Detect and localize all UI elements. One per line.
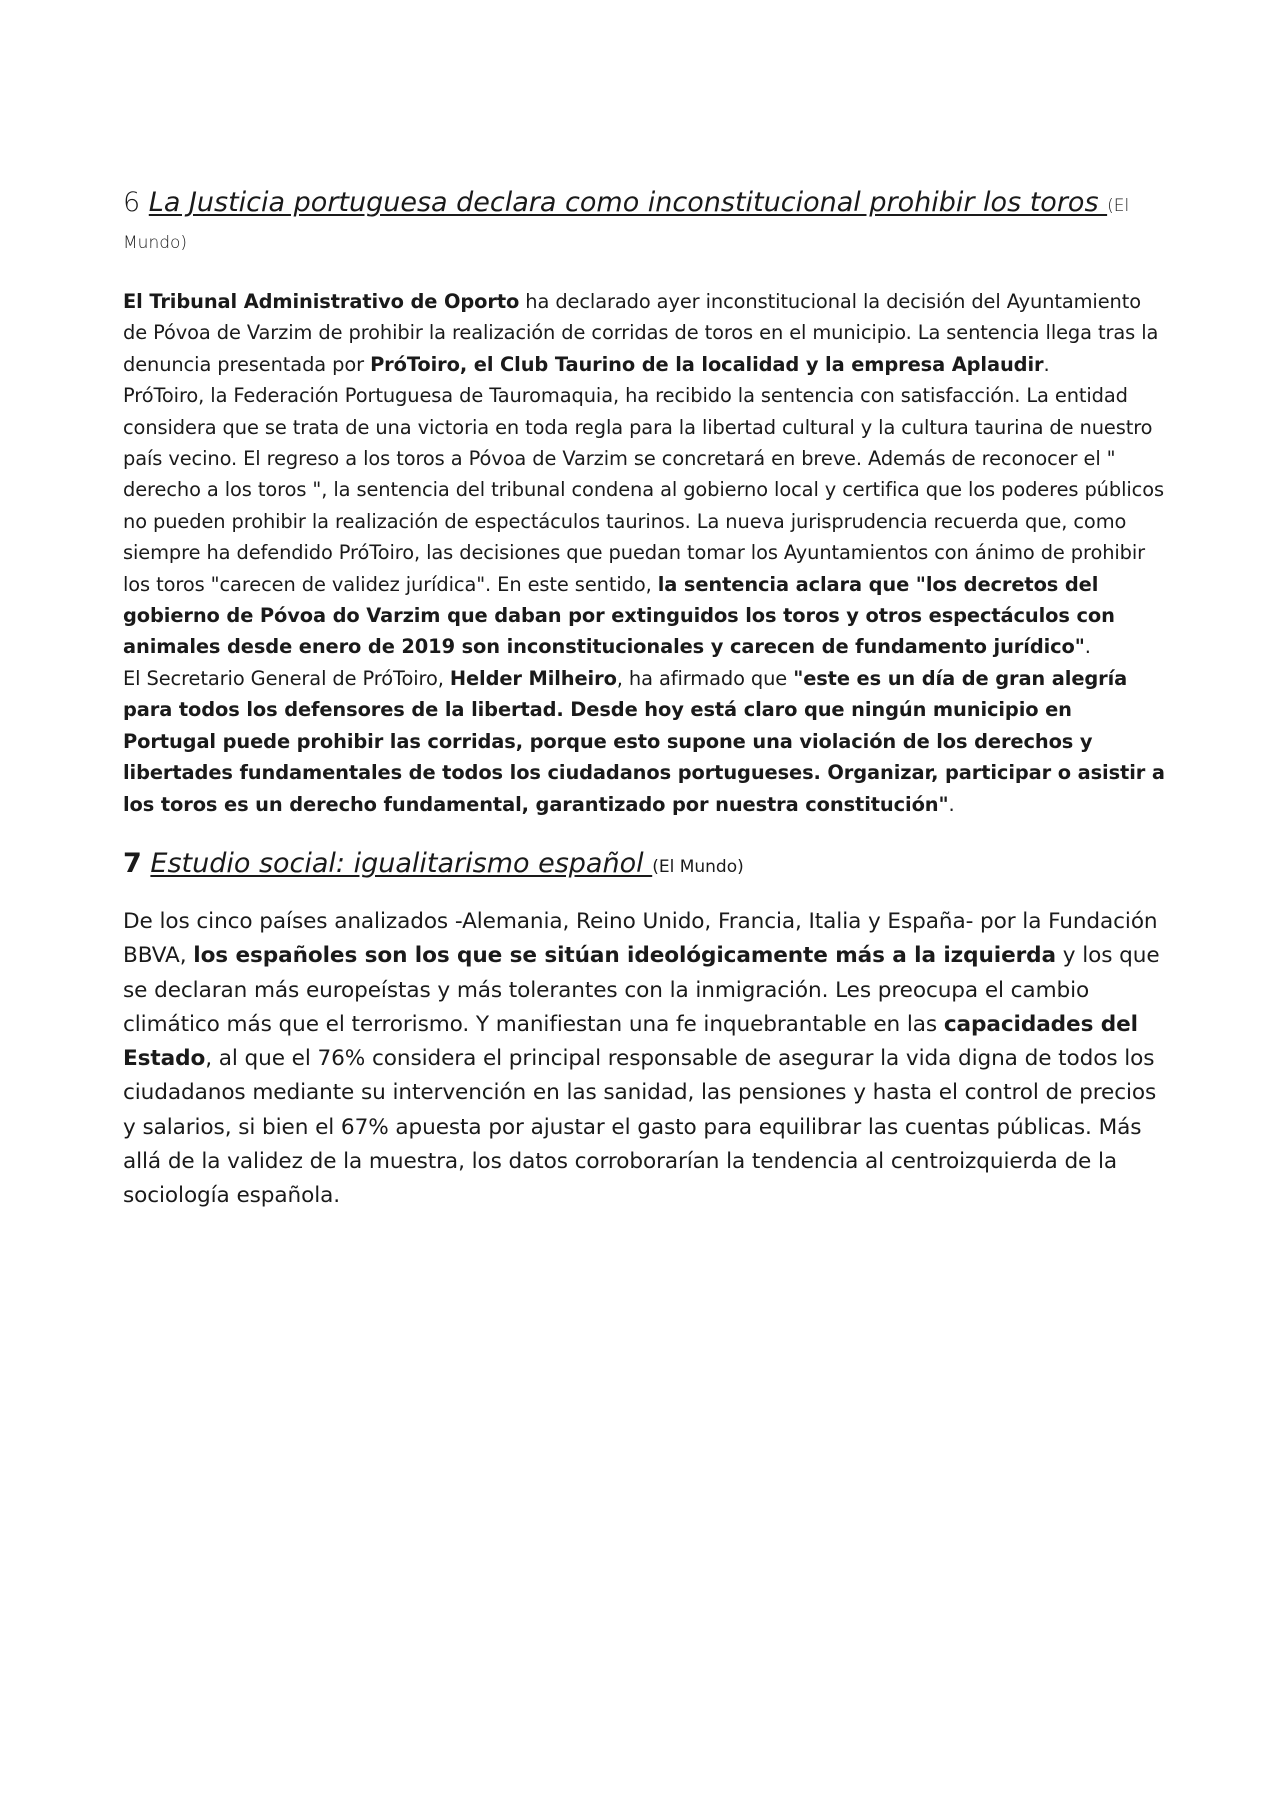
- section-7-paragraph-1: De los cinco países analizados -Alemania, Reino Unido, Francia, Italia y España- por la Fundación BBVA, los españoles son los que se sitúan ideológicamente más a la izquierda y los que se declaran más europeístas y más tolerantes con la inmigración. Les preocupa el cambio climático más que el terrorismo. Y manifiestan una fe inquebrantable en las capacidades del Estado, al que el 76% considera el principal responsable de asegurar la vida digna de todos los ciudadanos mediante su intervención en las sanidad, las pensiones y hasta el control de precios y salarios, si bien el 67% apuesta por ajustar el gasto para equilibrar las cuentas públicas. Más allá de la validez de la muestra, los datos corroborarían la tendencia al centroizquierda de la sociología española.: [123, 908, 1160, 1209]
- section-6-body: [123, 286, 1168, 820]
- section-6-paragraph-2: PróToiro, la Federación Portuguesa de Tauromaquia, ha recibido la sentencia con satisfacción. La entidad considera que se trata de una victoria en toda regla para la libertad cultural y la cultura taurina de nuestro país vecino. El regreso a los toros a Póvoa de Varzim se concretará en breve. Además de reconocer el " derecho a los toros ", la sentencia del tribunal condena al gobierno local y certifica que los poderes públicos no pueden prohibir la realización de espectáculos taurinos. La nueva jurisprudencia recuerda que, como siempre ha defendido PróToiro, las decisiones que puedan tomar los Ayuntamientos con ánimo de prohibir los toros "carecen de validez jurídica". En este sentido, la sentencia aclara que "los decretos del gobierno de Póvoa do Varzim que daban por extinguidos los toros y otros espectáculos con animales desde enero de 2019 son inconstitucionales y carecen de fundamento jurídico".: [123, 384, 1164, 659]
- section-6-heading: [123, 186, 1168, 260]
- section-6-paragraph-3: El Secretario General de PróToiro, Helder Milheiro, ha afirmado que "este es un día de gran alegría para todos los defensores de la libertad. Desde hoy está claro que ningún municipio en Portugal puede prohibir las corridas, porque esto supone una violación de los derechos y libertades fundamentales de todos los ciudadanos portugueses. Organizar, participar o asistir a los toros es un derecho fundamental, garantizado por nuestra constitución".: [123, 666, 1165, 816]
- section-6-title-link[interactable]: La Justicia portuguesa declara como inconstitucional prohibir los toros: [148, 187, 1108, 218]
- section-6-source: (El Mundo): [123, 196, 1130, 253]
- section-6-paragraph-1: El Tribunal Administrativo de Oporto ha declarado ayer inconstitucional la decisión del Ayuntamiento de Póvoa de Varzim de prohibir la realización de corridas de toros en el municipio. La sentencia llega tras la denuncia presentada por PróToiro, el Club Taurino de la localidad y la empresa Aplaudir.: [123, 290, 1159, 376]
- section-7-source: (El Mundo): [652, 856, 744, 877]
- section-6-number: 6: [123, 187, 141, 218]
- section-7-number: 7: [123, 847, 142, 879]
- section-7-title-link[interactable]: Estudio social: igualitarismo español: [150, 847, 653, 879]
- section-7-body: [123, 905, 1168, 1214]
- section-7-heading: [123, 846, 1168, 885]
- document-page: [123, 186, 1168, 1214]
